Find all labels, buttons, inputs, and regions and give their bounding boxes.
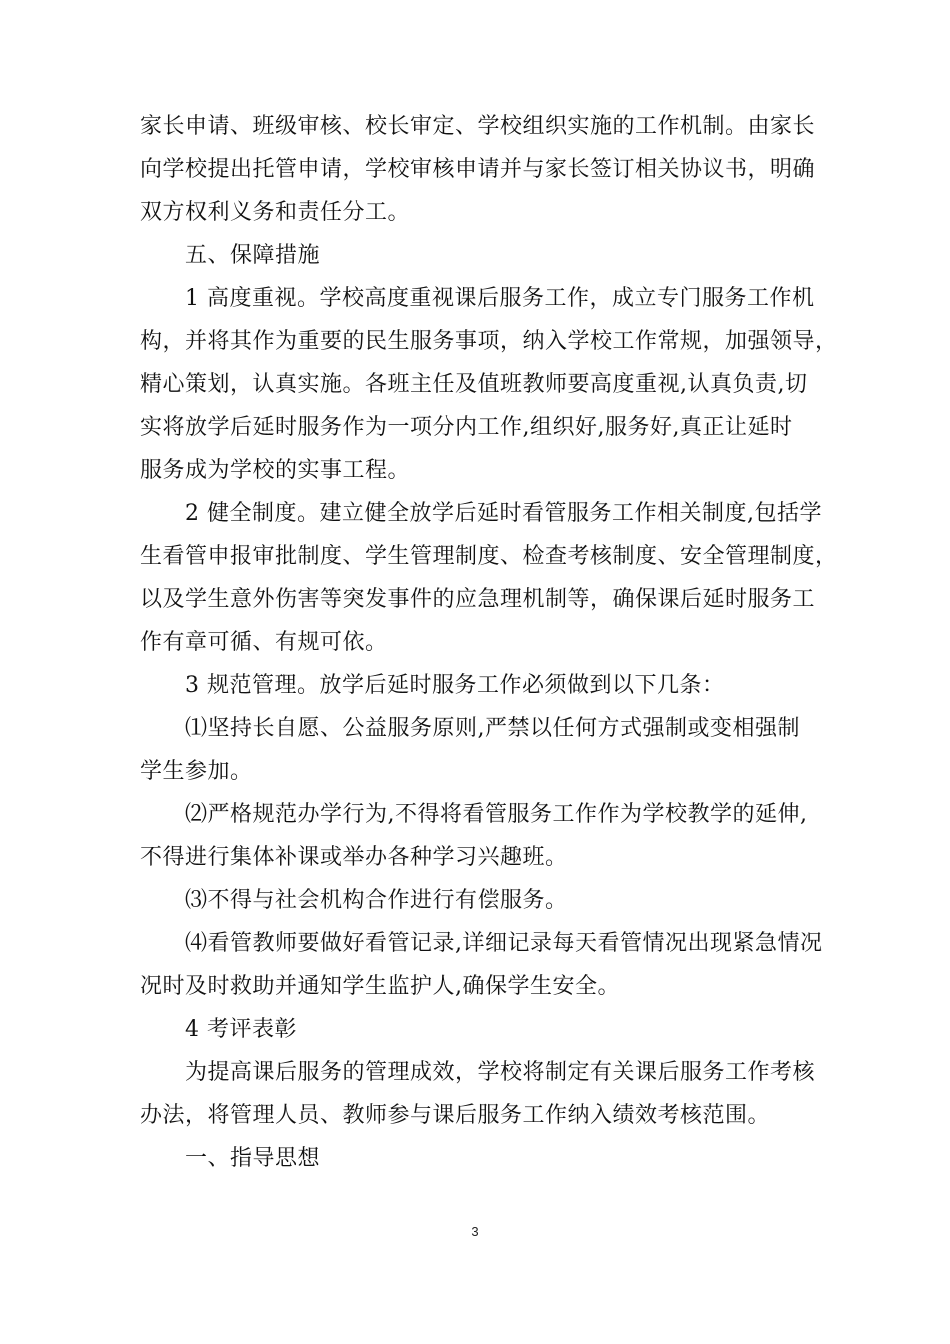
page-number: 3	[471, 1224, 479, 1239]
list-item: ⑵严格规范办学行为,不得将看管服务工作作为学校教学的延伸,	[185, 802, 808, 827]
paragraph-line: 不得进行集体补课或举办各种学习兴趣班。	[140, 845, 568, 870]
section-heading: 一、指导思想	[185, 1146, 321, 1171]
paragraph-line: 精心策划，认真实施。各班主任及值班教师要高度重视,认真负责,切	[140, 372, 808, 397]
paragraph-line: 向学校提出托管申请，学校审核申请并与家长签订相关协议书，明确	[140, 157, 816, 182]
paragraph-line: 办法，将管理人员、教师参与课后服务工作纳入绩效考核范围。	[140, 1103, 771, 1128]
paragraph-line: 况时及时救助并通知学生监护人,确保学生安全。	[140, 974, 620, 999]
section-heading: 五、保障措施	[185, 243, 321, 268]
paragraph-line: 双方权利义务和责任分工。	[140, 200, 411, 225]
paragraph-line: 2 健全制度。建立健全放学后延时看管服务工作相关制度,包括学	[185, 501, 822, 526]
paragraph-line: 构，并将其作为重要的民生服务事项，纳入学校工作常规，加强领导，	[140, 329, 838, 354]
paragraph-line: 生看管申报审批制度、学生管理制度、检查考核制度、安全管理制度，	[140, 544, 838, 569]
paragraph-line: 学生参加。	[140, 759, 253, 784]
paragraph-line: 作有章可循、有规可依。	[140, 630, 388, 655]
list-item: ⑶不得与社会机构合作进行有偿服务。	[185, 888, 568, 913]
paragraph-line: 服务成为学校的实事工程。	[140, 458, 411, 483]
paragraph-line: 以及学生意外伤害等突发事件的应急理机制等，确保课后延时服务工	[140, 587, 816, 612]
list-item: ⑷看管教师要做好看管记录,详细记录每天看管情况出现紧急情况	[185, 931, 823, 956]
paragraph-line: 3 规范管理。放学后延时服务工作必须做到以下几条：	[185, 673, 725, 698]
paragraph-line: 为提高课后服务的管理成效，学校将制定有关课后服务工作考核	[185, 1060, 816, 1085]
list-item: ⑴坚持长自愿、公益服务原则,严禁以任何方式强制或变相强制	[185, 716, 800, 741]
paragraph-line: 1 高度重视。学校高度重视课后服务工作，成立专门服务工作机	[185, 286, 815, 311]
section-heading: 4 考评表彰	[185, 1017, 297, 1042]
paragraph-line: 实将放学后延时服务作为一项分内工作,组织好,服务好,真正让延时	[140, 415, 793, 440]
paragraph-line: 家长申请、班级审核、校长审定、学校组织实施的工作机制。由家长	[140, 114, 816, 139]
